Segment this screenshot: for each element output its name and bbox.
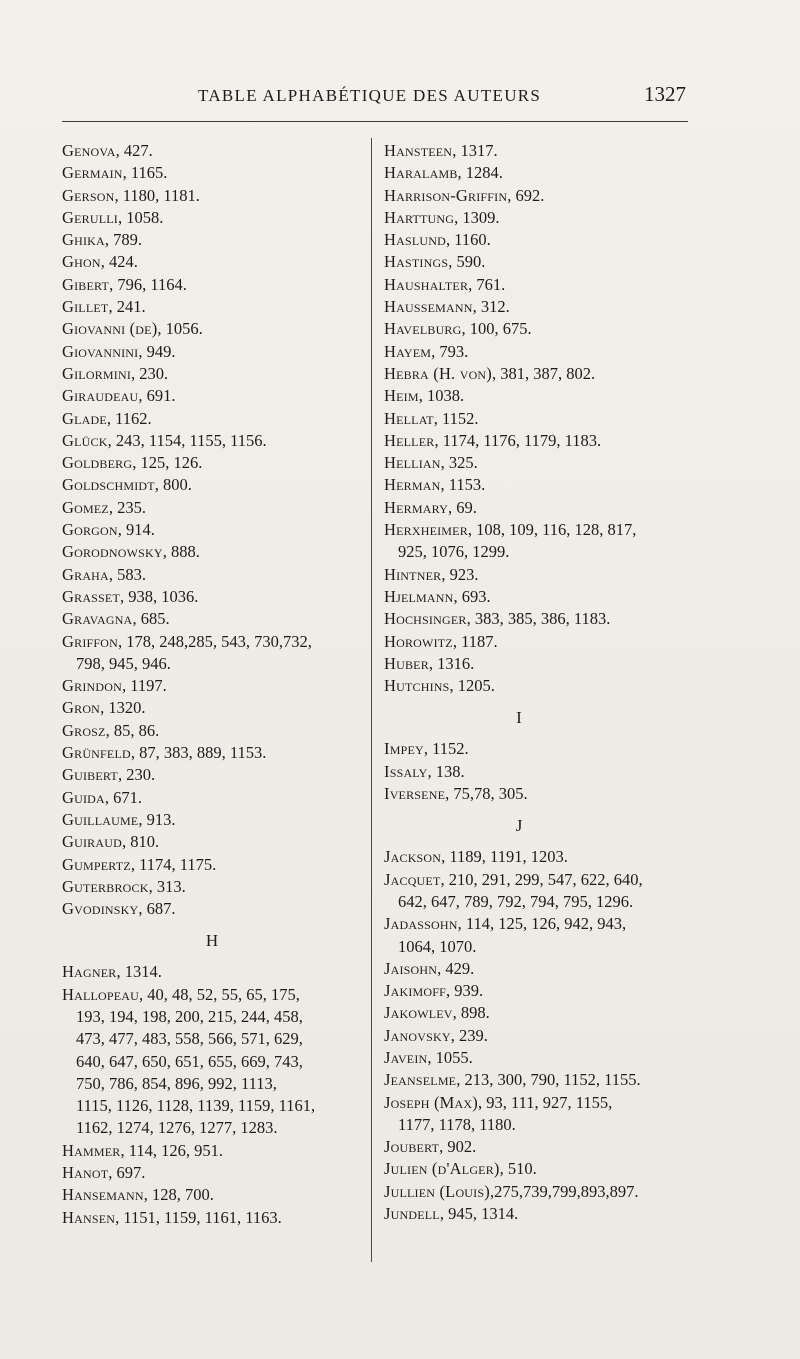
author-name: Guillaume: [62, 809, 139, 829]
page-references: , 114, 126, 951.: [120, 1140, 223, 1160]
left-column: [62, 140, 362, 1229]
author-name: Huber: [384, 653, 429, 673]
page-references: , 1153.: [440, 475, 486, 495]
page-references: , 1152.: [433, 408, 479, 428]
author-name: Gilormini: [62, 363, 132, 383]
page-references: , 424.: [100, 252, 138, 272]
page-references: , 1205.: [449, 676, 495, 696]
index-entry: [384, 564, 704, 586]
author-name: Glück: [62, 430, 108, 450]
index-entry: [62, 185, 362, 207]
index-entry: [384, 185, 704, 207]
page-references: , 697.: [108, 1163, 146, 1183]
author-name: Hellat: [384, 408, 434, 428]
author-name: Hutchins: [384, 676, 450, 696]
page-references: , 810.: [121, 832, 160, 852]
index-entry: [384, 653, 704, 675]
author-name: Hebra (H. von): [384, 363, 492, 383]
right-h-entries: [384, 140, 704, 697]
page-references: , 1284.: [457, 163, 503, 183]
page-references: , 685.: [132, 609, 170, 629]
index-entry: [384, 1203, 704, 1225]
author-name: Jaisohn: [384, 958, 438, 978]
index-entry: [384, 497, 704, 519]
index-entry: [384, 631, 704, 653]
author-name: Giovanni (de): [62, 319, 158, 339]
index-entry: [384, 1092, 704, 1137]
page-references: , 1197.: [121, 676, 167, 696]
author-name: Hintner: [384, 564, 442, 584]
index-entry: [384, 452, 704, 474]
author-name: Goldschmidt: [62, 475, 155, 495]
author-name: Hallopeau: [62, 984, 140, 1004]
author-name: Guida: [62, 787, 105, 807]
page-references: , 1316.: [428, 653, 475, 673]
author-name: Hammer: [62, 1140, 121, 1160]
page-references: , 898.: [452, 1003, 490, 1023]
author-name: Hansteen: [384, 141, 453, 160]
page-references: , 1180, 1181.: [114, 185, 200, 205]
page-references-continued: 798, 945, 946.: [76, 653, 171, 673]
index-entry: [62, 251, 362, 273]
author-name: Gerson: [62, 185, 115, 205]
index-entry: [62, 898, 362, 920]
index-entry: [62, 274, 362, 296]
page-references: , 114, 125, 126, 942, 943,: [457, 914, 627, 934]
author-name: Hansemann: [62, 1185, 144, 1205]
author-name: Harttung: [384, 207, 455, 227]
author-name: Hjelmann: [384, 586, 454, 606]
page-references-continued: 1177, 1178, 1180.: [398, 1114, 516, 1134]
index-entry: [384, 783, 704, 805]
author-name: Gumpertz: [62, 854, 131, 874]
page-number: 1327: [644, 82, 686, 106]
page-references: , 949.: [138, 341, 176, 361]
page-references-continued: 750, 786, 854, 896, 992, 1113,: [76, 1073, 277, 1093]
page-references: , 85, 86.: [105, 720, 160, 740]
header-rule: [62, 121, 688, 122]
page-references-continued: 925, 1076, 1299.: [398, 542, 510, 562]
page-references: , 1187.: [452, 631, 498, 651]
author-name: Graha: [62, 564, 109, 584]
index-entry: [62, 140, 362, 162]
page-references: , 213, 300, 790, 1152, 1155.: [456, 1070, 641, 1090]
page-references: , 1055.: [427, 1047, 473, 1067]
page-references: , 1038.: [418, 386, 465, 406]
author-name: Jakowlev: [384, 1003, 453, 1023]
page-references: ,275,739,799,893,897.: [489, 1181, 639, 1201]
page-references-continued: 640, 647, 650, 651, 655, 669, 743,: [76, 1051, 303, 1071]
page-references: , 230.: [131, 363, 169, 383]
index-entry: [62, 430, 362, 452]
page-references: , 583.: [108, 564, 147, 584]
page-references: , 923.: [441, 564, 479, 584]
index-entry: [62, 984, 362, 1140]
index-entry: [384, 869, 704, 914]
index-entry: [62, 564, 362, 586]
index-entry: [62, 1162, 362, 1184]
index-entry: [62, 341, 362, 363]
index-entry: [384, 229, 704, 251]
page-references: , 691.: [138, 386, 176, 406]
page-references-continued: 1064, 1070.: [398, 936, 477, 956]
page-references: , 69.: [448, 497, 477, 517]
index-entry: [384, 1047, 704, 1069]
page-references: , 510.: [499, 1159, 537, 1179]
index-entry: [384, 474, 704, 496]
author-name: Gravagna: [62, 609, 133, 629]
page-references: , 1152.: [423, 739, 469, 759]
index-entry: [384, 341, 704, 363]
index-entry: [62, 1184, 362, 1206]
section-letter-h: H: [205, 931, 219, 951]
index-entry: [384, 363, 704, 385]
index-entry: [62, 452, 362, 474]
page-references: , 1162.: [106, 408, 152, 428]
page-references: , 1189, 1191, 1203.: [441, 847, 568, 867]
running-title: TABLE ALPHABÉTIQUE DES AUTEURS: [198, 86, 542, 105]
index-entry: [62, 519, 362, 541]
author-name: Haralamb: [384, 163, 458, 183]
column-divider: [371, 138, 372, 1262]
author-name: Guterbrock: [62, 876, 149, 896]
author-name: Gorgon: [62, 520, 118, 540]
author-name: Havelburg: [384, 319, 462, 339]
author-name: Jakimoff: [384, 981, 447, 1001]
page-references-continued: 473, 477, 483, 558, 566, 571, 629,: [76, 1029, 303, 1049]
page-references: , 178, 248,285, 543, 730,732,: [118, 631, 312, 651]
index-entry: [384, 675, 704, 697]
author-name: Gerulli: [62, 207, 118, 227]
index-entry: [62, 541, 362, 563]
page-references: , 938, 1036.: [120, 586, 199, 606]
page-references: , 761.: [468, 274, 506, 294]
page-references: , 693.: [453, 586, 491, 606]
author-name: Glade: [62, 408, 107, 428]
author-name: Jullien (Louis): [384, 1181, 490, 1201]
index-entry: [384, 761, 704, 783]
page-references: , 913.: [138, 809, 176, 829]
index-entry: [384, 738, 704, 760]
page-references: , 793.: [431, 341, 469, 361]
page-references: , 687.: [138, 899, 176, 919]
author-name: Griffon: [62, 631, 118, 651]
index-entry: [62, 764, 362, 786]
index-entry: [62, 408, 362, 430]
author-name: Guibert: [62, 765, 118, 785]
page-references: , 1160.: [445, 230, 491, 250]
author-name: Heim: [384, 386, 419, 406]
author-name: Hermary: [384, 497, 448, 517]
index-entry: [62, 742, 362, 764]
page-references: , 1165.: [122, 163, 168, 183]
page-references: , 1058.: [117, 207, 164, 227]
index-entry: [62, 961, 362, 983]
author-name: Hagner: [62, 962, 117, 982]
index-entry: [384, 958, 704, 980]
index-entry: [384, 913, 704, 958]
index-entry: [384, 318, 704, 340]
author-name: Jadassohn: [384, 914, 458, 934]
author-name: Gorodnowsky: [62, 542, 163, 562]
author-name: Herxheimer: [384, 520, 468, 540]
index-entry: [62, 1207, 362, 1229]
author-name: Herman: [384, 475, 441, 495]
author-name: Impey: [384, 739, 424, 759]
page-references: , 125, 126.: [132, 453, 203, 473]
page-references: , 210, 291, 299, 547, 622, 640,: [440, 869, 643, 889]
author-name: Julien (d'Alger): [384, 1159, 500, 1179]
author-name: Grindon: [62, 676, 122, 696]
page-references: , 1314.: [116, 962, 162, 982]
index-entry: [62, 831, 362, 853]
index-entry: [62, 318, 362, 340]
index-entry: [62, 296, 362, 318]
page-references: , 40, 48, 52, 55, 65, 175,: [139, 984, 300, 1004]
page-references: , 429.: [437, 958, 475, 978]
index-entry: [62, 207, 362, 229]
page-references: , 914.: [117, 520, 155, 540]
author-name: Javein: [384, 1047, 428, 1067]
author-name: Haushalter: [384, 274, 469, 294]
index-entry: [384, 430, 704, 452]
index-entry: [62, 631, 362, 676]
index-entry: [62, 787, 362, 809]
index-entry: [384, 519, 704, 564]
index-entry: [384, 1025, 704, 1047]
author-name: Gvodinsky: [62, 899, 139, 919]
index-entry: [62, 854, 362, 876]
page-references: , 590.: [448, 252, 486, 272]
page-references: , 239.: [450, 1025, 488, 1045]
author-name: Grasset: [62, 586, 120, 606]
left-g-entries: [62, 140, 362, 920]
author-name: Hanot: [62, 1163, 109, 1183]
section-letter-i: I: [516, 708, 522, 728]
index-entry: [384, 251, 704, 273]
page-references: , 796, 1164.: [109, 274, 187, 294]
index-entry: [62, 363, 362, 385]
author-name: Grünfeld: [62, 743, 131, 763]
page-references: , 1151, 1159, 1161, 1163.: [115, 1207, 282, 1227]
author-name: Janovsky: [384, 1025, 451, 1045]
page-references: , 1056.: [157, 319, 203, 339]
author-name: Goldberg: [62, 453, 133, 473]
index-entry: [62, 474, 362, 496]
author-name: Hastings: [384, 252, 449, 272]
index-entry: [384, 1136, 704, 1158]
page-references: , 789.: [104, 230, 143, 250]
page-references: , 1317.: [452, 141, 498, 160]
index-entry: [384, 385, 704, 407]
page-references: , 128, 700.: [143, 1185, 214, 1205]
index-entry: [62, 497, 362, 519]
index-entry: [384, 608, 704, 630]
author-name: Ghon: [62, 252, 101, 272]
index-entry: [384, 1181, 704, 1203]
page-references: , 230.: [117, 765, 156, 785]
author-name: Gron: [62, 698, 101, 718]
left-h-entries: [62, 961, 362, 1229]
right-j-entries: [384, 846, 704, 1225]
index-entry: [384, 846, 704, 868]
index-entry: [384, 1069, 704, 1091]
author-name: Jacquet: [384, 869, 441, 889]
page-references: , 241.: [108, 297, 146, 317]
author-name: Joubert: [384, 1137, 440, 1157]
page-references: , 108, 109, 116, 128, 817,: [467, 520, 637, 540]
author-name: Iversene: [384, 784, 446, 804]
page-references: , 427.: [115, 141, 153, 160]
index-entry: [62, 162, 362, 184]
author-name: Guiraud: [62, 832, 122, 852]
section-letter-j: J: [515, 816, 523, 836]
author-name: Hayem: [384, 341, 432, 361]
author-name: Giovannini: [62, 341, 139, 361]
author-name: Giraudeau: [62, 386, 139, 406]
index-entry: [62, 876, 362, 898]
author-name: Genova: [62, 141, 116, 160]
page-references: , 325.: [440, 453, 478, 473]
index-entry: [62, 229, 362, 251]
author-name: Hellian: [384, 453, 441, 473]
author-name: Gomez: [62, 497, 109, 517]
index-entry: [384, 162, 704, 184]
author-name: Harrison-Griffin: [384, 185, 508, 205]
index-entry: [62, 608, 362, 630]
page-references: , 1309.: [454, 207, 500, 227]
page-references-continued: 193, 194, 198, 200, 215, 244, 458,: [76, 1006, 303, 1026]
index-entry: [384, 296, 704, 318]
author-name: Grosz: [62, 720, 106, 740]
page-references: , 312.: [472, 297, 510, 317]
right-column: [384, 140, 704, 1225]
index-entry: [384, 980, 704, 1002]
page-header: [0, 82, 800, 112]
page-references: , 381, 387, 802.: [492, 363, 596, 383]
author-name: Hansen: [62, 1207, 116, 1227]
index-entry: [62, 385, 362, 407]
page-references: , 235.: [108, 497, 147, 517]
author-name: Jeanselme: [384, 1070, 457, 1090]
index-entry: [384, 408, 704, 430]
index-entry: [384, 1158, 704, 1180]
page-references: , 243, 1154, 1155, 1156.: [107, 430, 267, 450]
page-references: , 902.: [439, 1137, 477, 1157]
index-entry: [384, 207, 704, 229]
index-entry: [62, 675, 362, 697]
page-references: , 383, 385, 386, 1183.: [466, 609, 611, 629]
index-entry: [62, 697, 362, 719]
author-name: Joseph (Max): [384, 1092, 478, 1112]
page-references-continued: 1115, 1126, 1128, 1139, 1159, 1161,: [76, 1096, 316, 1116]
page-references: , 1320.: [100, 698, 146, 718]
page-references: , 313.: [148, 876, 186, 896]
index-entry: [384, 1002, 704, 1024]
author-name: Jackson: [384, 847, 442, 867]
author-name: Heller: [384, 430, 435, 450]
page-references: , 100, 675.: [461, 319, 532, 339]
page-references: , 888.: [162, 542, 200, 562]
page-references: , 87, 383, 889, 1153.: [130, 743, 267, 763]
author-name: Gillet: [62, 297, 109, 317]
page-references: , 945, 1314.: [439, 1204, 519, 1224]
index-entry: [62, 1140, 362, 1162]
author-name: Gibert: [62, 274, 110, 294]
author-name: Hochsinger: [384, 609, 467, 629]
author-name: Issaly: [384, 761, 428, 781]
page-references: , 1174, 1175.: [130, 854, 217, 874]
page-references-continued: 1162, 1274, 1276, 1277, 1283.: [76, 1118, 278, 1138]
page-references: , 93, 111, 927, 1155,: [477, 1092, 613, 1112]
index-entry: [62, 720, 362, 742]
page-references: , 75,78, 305.: [445, 784, 528, 804]
index-entry: [62, 809, 362, 831]
page-references-continued: 642, 647, 789, 792, 794, 795, 1296.: [398, 891, 634, 911]
author-name: Germain: [62, 163, 123, 183]
author-name: Haslund: [384, 230, 446, 250]
right-i-entries: [384, 738, 704, 805]
page-references: , 939.: [446, 981, 484, 1001]
index-entry: [62, 586, 362, 608]
author-name: Haussemann: [384, 297, 473, 317]
author-name: Ghika: [62, 230, 105, 250]
page-references: , 671.: [104, 787, 143, 807]
author-name: Horowitz: [384, 631, 453, 651]
author-name: Jundell: [384, 1204, 440, 1224]
page-references: , 1174, 1176, 1179, 1183.: [434, 430, 602, 450]
index-entry: [384, 586, 704, 608]
index-entry: [384, 274, 704, 296]
page-references: , 692.: [507, 185, 545, 205]
index-entry: [384, 140, 704, 162]
page-references: , 800.: [154, 475, 192, 495]
page-references: , 138.: [427, 761, 465, 781]
